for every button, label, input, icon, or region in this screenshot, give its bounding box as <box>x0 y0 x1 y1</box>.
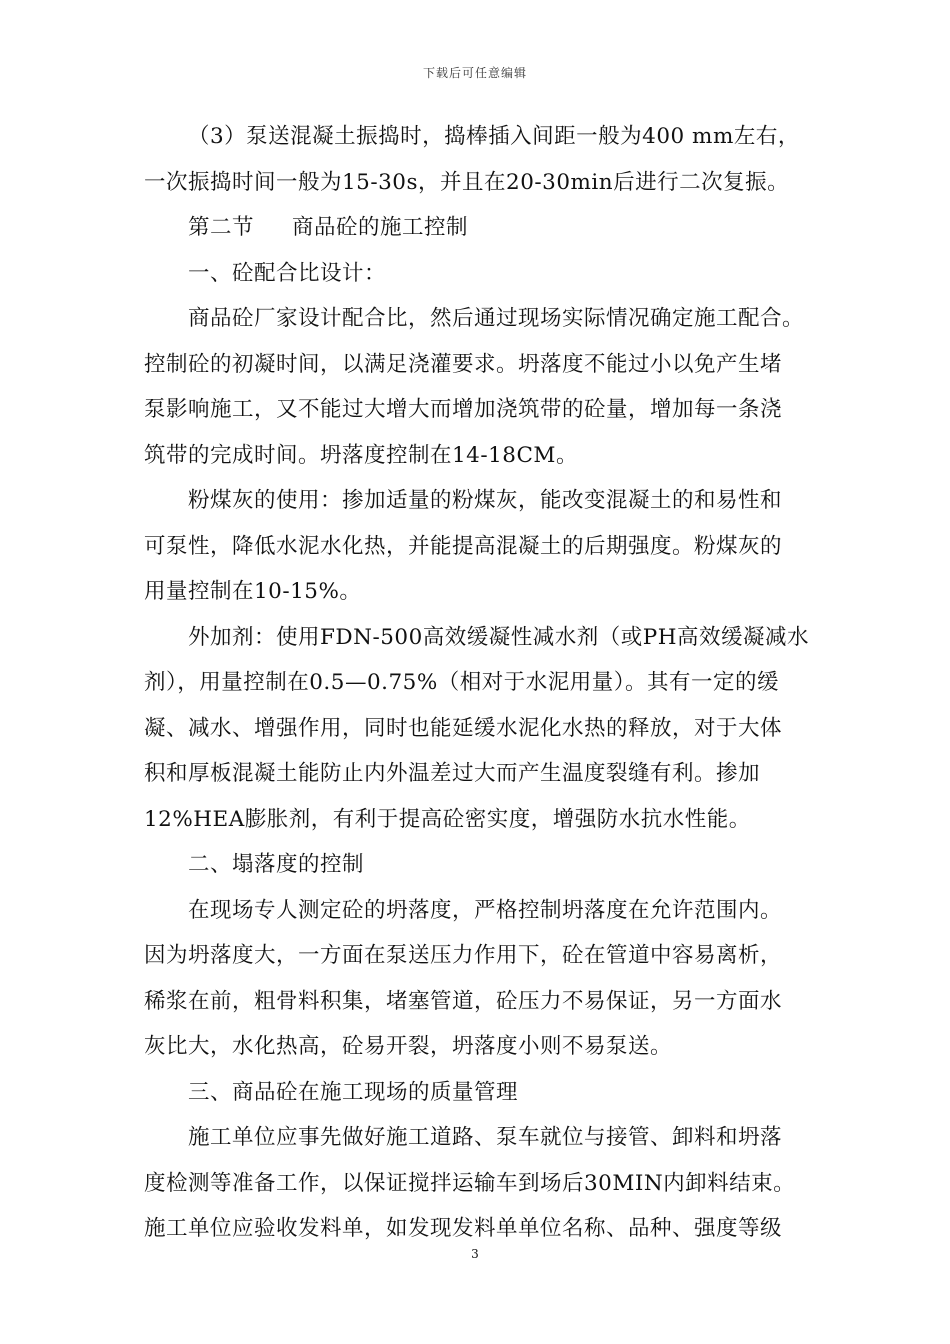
subsection-heading: 二、塌落度的控制 <box>188 852 365 877</box>
section-title: 商品砼的施工控制 <box>292 215 469 240</box>
paragraph-line: 在现场专人测定砼的坍落度，严格控制坍落度在允许范围内。 <box>188 897 783 923</box>
paragraph-line: 用量控制在10-15%。 <box>144 579 362 604</box>
paragraph-line: 度检测等准备工作，以保证搅拌运输车到场后30MIN内卸料结束。 <box>144 1170 796 1196</box>
paragraph-line: 施工单位应事先做好施工道路、泵车就位与接管、卸料和坍落 <box>188 1125 783 1150</box>
paragraph-line: 泵影响施工，又不能过大增大而增加浇筑带的砼量，增加每一条浇 <box>144 397 783 422</box>
paragraph-line: 因为坍落度大，一方面在泵送压力作用下，砼在管道中容易离析， <box>144 943 783 968</box>
paragraph-line: 筑带的完成时间。坍落度控制在14-18CM。 <box>144 442 578 468</box>
subsection-heading: 三、商品砼在施工现场的质量管理 <box>188 1079 519 1105</box>
document-body <box>144 114 808 1252</box>
paragraph-line: 稀浆在前，粗骨料积集，堵塞管道，砼压力不易保证，另一方面水 <box>144 988 783 1014</box>
paragraph-line: 剂），用量控制在0.5—0.75%（相对于水泥用量）。其有一定的缓 <box>144 670 779 695</box>
paragraph-line: 控制砼的初凝时间，以满足浇灌要求。坍落度不能过小以免产生堵 <box>144 351 783 377</box>
paragraph-line: 外加剂：使用FDN-500高效缓凝性减水剂（或PH高效缓凝减水 <box>188 624 809 650</box>
paragraph-line: 积和厚板混凝土能防止内外温差过大而产生温度裂缝有利。掺加 <box>144 761 761 786</box>
paragraph-line: 12%HEA膨胀剂，有利于提高砼密实度，增强防水抗水性能。 <box>144 806 751 832</box>
paragraph-line: 施工单位应验收发料单，如发现发料单单位名称、品种、强度等级 <box>144 1216 783 1241</box>
paragraph-line: 一次振捣时间一般为15-30s，并且在20-30min后进行二次复振。 <box>144 169 790 195</box>
page-header: 下载后可任意编辑 <box>422 66 527 80</box>
subsection-heading: 一、砼配合比设计： <box>188 260 387 286</box>
paragraph-line: 商品砼厂家设计配合比，然后通过现场实际情况确定施工配合。 <box>188 306 805 331</box>
paragraph-line: 可泵性，降低水泥水化热，并能提高混凝土的后期强度。粉煤灰的 <box>144 533 783 559</box>
paragraph-line: （3）泵送混凝土振捣时，捣棒插入间距一般为400 mm左右， <box>188 124 800 149</box>
section-number: 第二节 <box>188 215 255 240</box>
paragraph-line: 粉煤灰的使用：掺加适量的粉煤灰，能改变混凝土的和易性和 <box>188 488 783 513</box>
paragraph-line: 凝、减水、增强作用，同时也能延缓水泥化水热的释放，对于大体 <box>144 715 783 741</box>
page-number: 3 <box>471 1247 479 1261</box>
paragraph-line: 灰比大，水化热高，砼易开裂，坍落度小则不易泵送。 <box>144 1034 673 1059</box>
section-heading <box>144 205 808 251</box>
